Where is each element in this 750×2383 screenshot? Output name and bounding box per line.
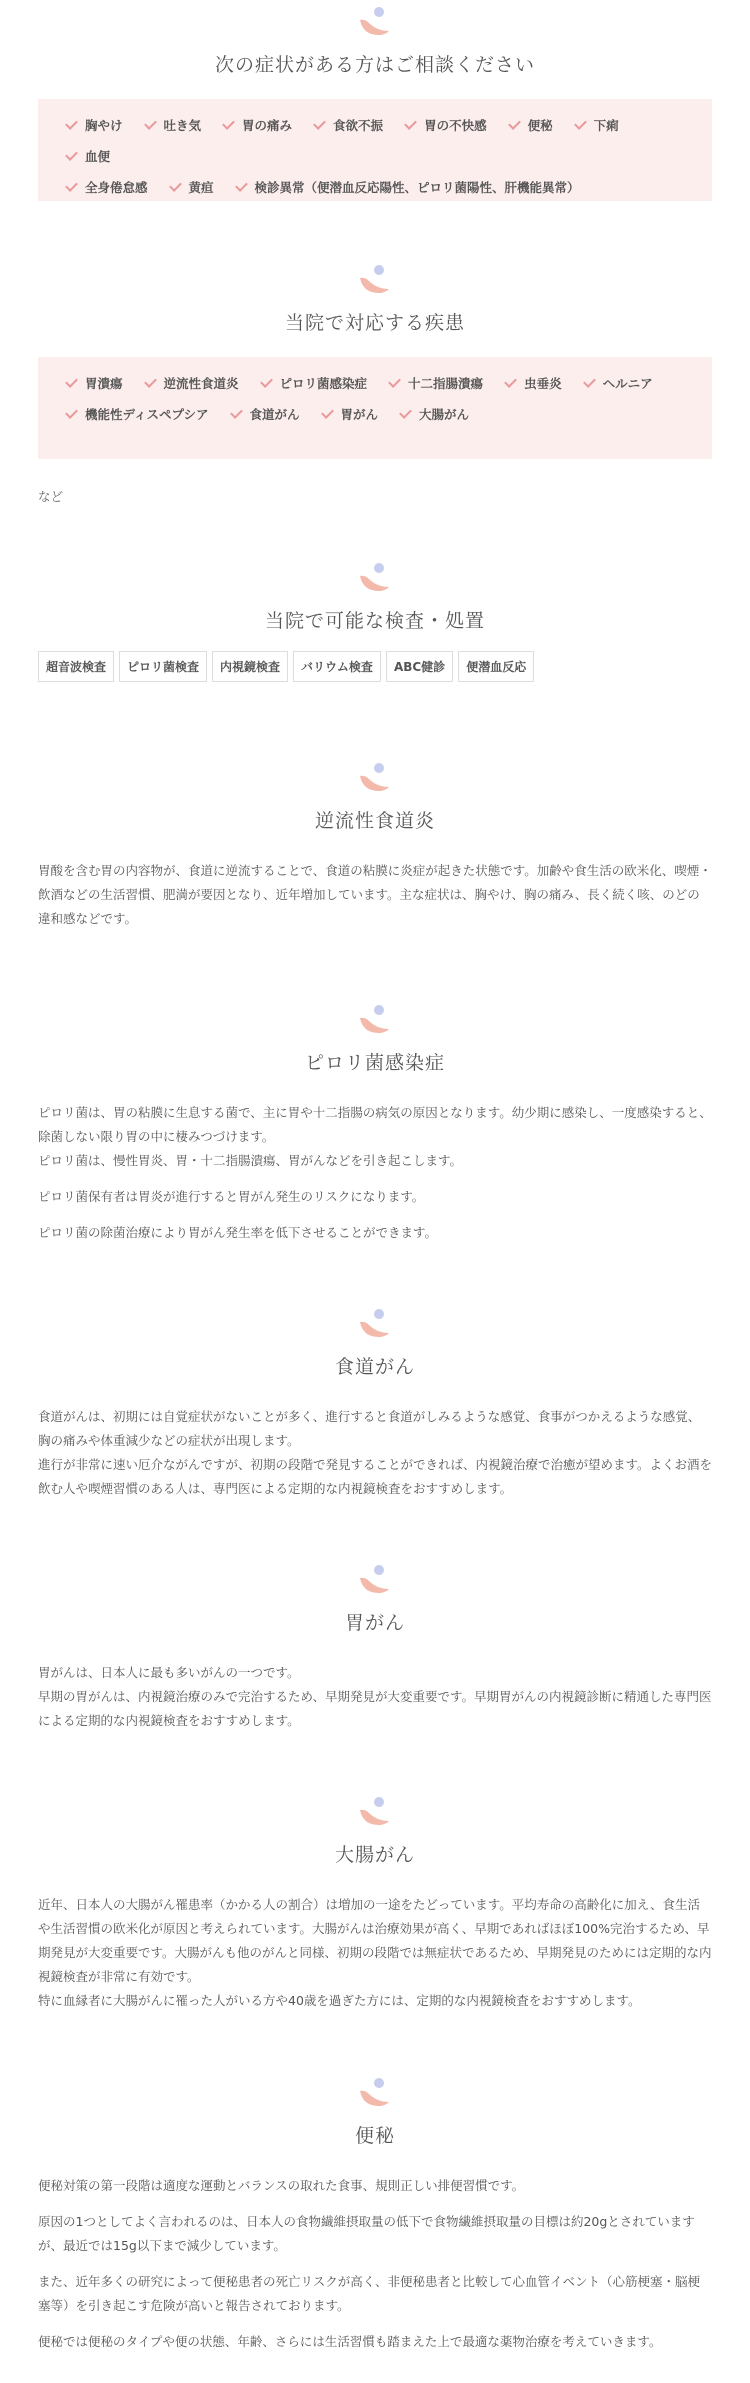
section-title: 当院で可能な検査・処置 bbox=[264, 610, 485, 632]
colon-section bbox=[38, 1794, 712, 2013]
paragraph: ピロリ菌の除菌治療により胃がん発生率を低下させることができます。 bbox=[38, 1225, 438, 1240]
section-title: 次の症状がある方はご相談ください bbox=[214, 54, 535, 76]
paragraph: ピロリ菌は、胃の粘膜に生息する菌で、主に胃や十二指腸の病気の原因となります。幼少期に感染し、一度感染すると、除菌しない限り胃の中に棲みつづけます。 ピロリ菌は、慢性胃炎、胃・十二指腸潰瘍、胃がんなどを引き起こします。 bbox=[38, 1105, 712, 1168]
symptom-item: 食欲不振 bbox=[314, 116, 383, 134]
paragraph: ピロリ菌保有者は胃炎が進行すると胃がん発生のリスクになります。 bbox=[38, 1189, 425, 1204]
symptom-item: 吐き気 bbox=[145, 116, 202, 134]
diseases-section bbox=[38, 262, 712, 518]
disease-item: 胃潰瘍 bbox=[66, 374, 123, 392]
symptom-item: 下痢 bbox=[575, 116, 619, 134]
symptoms-section bbox=[38, 4, 712, 201]
paragraph: 近年、日本人の大腸がん罹患率（かかる人の割合）は増加の一途をたどっています。平均寿命の高齢化に加え、食生活や生活習慣の欧米化が原因と考えられています。大腸がんは治療効果が高く、早期であればほぼ100%完治するため、早期発見が大変重要です。大腸がんも他のがんと同様、初期の段階では無症状であるため、早期発見のためには定期的な内視鏡検査が非常に有効です。 特に血縁者に大腸がんに罹った人がいる方や40歳を過ぎた方には、定期的な内視鏡検査をおすすめします。 bbox=[38, 1897, 712, 2008]
exam-tag: 便潜血反応 bbox=[458, 651, 534, 682]
section-title: 便秘 bbox=[354, 2125, 395, 2147]
disease-item: 虫垂炎 bbox=[505, 374, 562, 392]
exam-tag: 内視鏡検査 bbox=[212, 651, 288, 682]
section-deco-icon bbox=[355, 1562, 395, 1602]
gastric-section bbox=[38, 1562, 712, 1733]
paragraph: 胃がんは、日本人に最も多いがんの一つです。 早期の胃がんは、内視鏡治療のみで完治するため、早期発見が大変重要です。早期胃がんの内視鏡診断に精通した専門医による定期的な内視鏡検査をおすすめします。 bbox=[38, 1665, 712, 1728]
disease-item: ピロリ菌感染症 bbox=[261, 374, 368, 392]
section-body bbox=[38, 1893, 712, 2013]
exam-tag: ABC健診 bbox=[386, 651, 453, 682]
disease-item: 逆流性食道炎 bbox=[145, 374, 239, 392]
section-deco-icon bbox=[355, 560, 395, 600]
disease-item: ヘルニア bbox=[584, 374, 653, 392]
section-deco-icon bbox=[355, 1306, 395, 1346]
symptom-item: 胸やけ bbox=[66, 116, 123, 134]
section-title: 大腸がん bbox=[334, 1844, 415, 1866]
paragraph: 食道がんは、初期には自覚症状がないことが多く、進行すると食道がしみるような感覚、食事がつかえるような感覚、胸の痛みや体重減少などの症状が出現します。 進行が非常に速い厄介ながんですが、初期の段階で発見することができれば、内視鏡治療で治癒が望めます。よくお酒を飲む人や喫煙習慣のある人は、専門医による定期的な内視鏡検査をおすすめします。 bbox=[38, 1409, 713, 1496]
section-body bbox=[38, 1405, 712, 1501]
symptom-item: 全身倦怠感 bbox=[66, 178, 148, 196]
reflux-section bbox=[38, 760, 712, 931]
section-body bbox=[38, 2174, 712, 2354]
symptom-list bbox=[38, 99, 712, 201]
symptom-item: 黄疸 bbox=[170, 178, 214, 196]
section-deco-icon bbox=[355, 4, 395, 44]
symptom-item: 便秘 bbox=[509, 116, 553, 134]
paragraph: また、近年多くの研究によって便秘患者の死亡リスクが高く、非便秘患者と比較して心血管イベント（心筋梗塞・脳梗塞等）を引き起こす危険が高いと報告されております。 bbox=[38, 2274, 701, 2313]
paragraph: 便秘では便秘のタイプや便の状態、年齢、さらには生活習慣も踏まえた上で最適な薬物治療を考えていきます。 bbox=[38, 2334, 662, 2349]
exam-tag: ピロリ菌検査 bbox=[119, 651, 207, 682]
symptom-item: 検診異常（便潜血反応陽性、ピロリ菌陽性、肝機能異常） bbox=[236, 178, 580, 196]
paragraph: 便秘対策の第一段階は適度な運動とバランスの取れた食事、規則正しい排便習慣です。 bbox=[38, 2178, 525, 2193]
paragraph: 胃酸を含む胃の内容物が、食道に逆流することで、食道の粘膜に炎症が起きた状態です。加齢や食生活の欧米化、喫煙・飲酒などの生活習慣、肥満が要因となり、近年増加しています。主な症状は、胸やけ、胸の痛み、長く続く咳、のどの違和感などです。 bbox=[38, 863, 712, 926]
disease-note: など bbox=[38, 489, 64, 504]
section-title: 食道がん bbox=[334, 1356, 415, 1378]
section-body bbox=[38, 1661, 712, 1733]
symptom-item: 胃の不快感 bbox=[405, 116, 487, 134]
disease-item: 食道がん bbox=[231, 405, 300, 423]
esophageal-section bbox=[38, 1306, 712, 1501]
section-deco-icon bbox=[355, 1794, 395, 1834]
exam-tag: 超音波検査 bbox=[38, 651, 114, 682]
section-body bbox=[38, 1101, 712, 1245]
symptom-item: 胃の痛み bbox=[223, 116, 292, 134]
exam-tags bbox=[38, 651, 712, 682]
paragraph: 原因の1つとしてよく言われるのは、日本人の食物繊維摂取量の低下で食物繊維摂取量の目標は約20gとされていますが、最近では15g以下まで減少しています。 bbox=[38, 2214, 695, 2253]
disease-item: 大腸がん bbox=[400, 405, 469, 423]
section-deco-icon bbox=[355, 2075, 395, 2115]
section-body bbox=[38, 859, 712, 931]
disease-list bbox=[38, 357, 712, 459]
section-deco-icon bbox=[355, 262, 395, 302]
section-title: 当院で対応する疾患 bbox=[284, 312, 465, 334]
section-deco-icon bbox=[355, 1002, 395, 1042]
disease-item: 機能性ディスペプシア bbox=[66, 405, 209, 423]
section-title: 逆流性食道炎 bbox=[314, 810, 435, 832]
section-title: 胃がん bbox=[344, 1612, 405, 1634]
section-deco-icon bbox=[355, 760, 395, 800]
exam-tag: バリウム検査 bbox=[293, 651, 381, 682]
pylori-section bbox=[38, 1002, 712, 1245]
disease-item: 十二指腸潰瘍 bbox=[389, 374, 483, 392]
section-title: ピロリ菌感染症 bbox=[304, 1052, 445, 1074]
constipation-section bbox=[38, 2075, 712, 2354]
symptom-item: 血便 bbox=[66, 147, 110, 165]
disease-item: 胃がん bbox=[322, 405, 379, 423]
exams-section bbox=[38, 560, 712, 682]
